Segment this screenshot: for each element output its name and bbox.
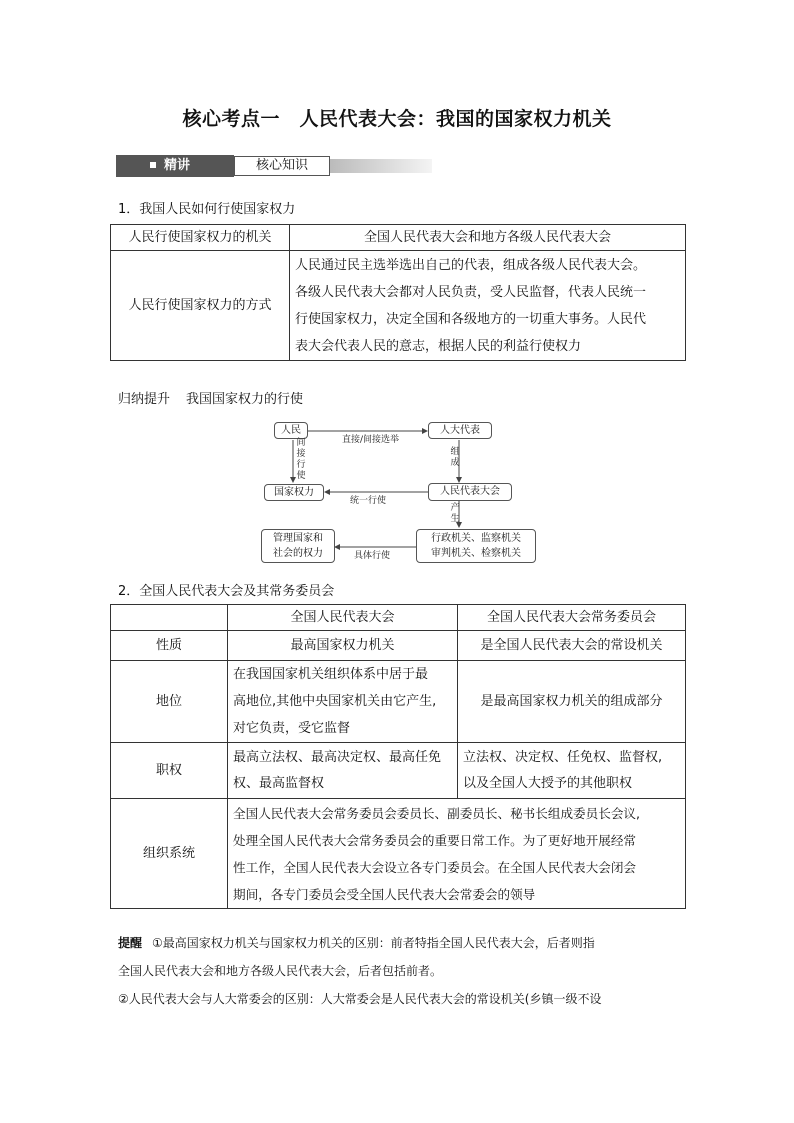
edge-char: 产	[450, 503, 460, 513]
banner-main	[116, 155, 234, 177]
header-npcsc: 全国人民代表大会常务委员会	[458, 605, 686, 631]
page-title: 核心考点一 人民代表大会：我国的国家权力机关	[182, 108, 612, 130]
section2-heading: 2．全国人民代表大会及其常务委员会	[118, 584, 335, 599]
edge-char: 行	[296, 460, 306, 470]
node-power: 国家权力	[264, 484, 324, 501]
text-line: 最高立法权、最高决定权、最高任免	[233, 749, 442, 765]
text-line: 表大会代表人民的意志，根据人民的利益行使权力	[295, 338, 582, 354]
square-bullet-icon	[150, 162, 156, 168]
edge-char: 接	[296, 449, 306, 459]
text-line: 对它负责，受它监督	[233, 721, 351, 736]
text-line: 期间，各专门委员会受全国人民代表大会常委会的领导	[233, 886, 536, 902]
section-banner	[116, 155, 432, 177]
text-line: 以及全国人大授予的其他职权	[463, 775, 633, 791]
text-line: 性工作，全国人民代表大会设立各专门委员会。在全国人民代表大会闭会	[233, 859, 636, 875]
reminder-line-1	[118, 929, 678, 957]
cell-npcsc: 是全国人民代表大会的常设机关	[458, 631, 686, 661]
banner-main-label: 精讲	[164, 158, 191, 173]
banner-fade	[330, 159, 432, 173]
section1-table	[110, 224, 686, 361]
node-manage-line: 社会的权力	[273, 548, 323, 559]
node-organs	[416, 529, 536, 563]
node-manage	[261, 529, 335, 563]
reminder-text: ①最高国家权力机关与国家权力机关的区别：前者特指全国人民代表大会，后者则指	[152, 936, 595, 950]
edge-label-indirect	[296, 438, 306, 482]
cell-npcsc: 是最高国家权力机关的组成部分	[458, 661, 686, 743]
row-label: 地位	[111, 661, 228, 743]
edge-label-specific: 具体行使	[354, 551, 391, 561]
edge-label-elect: 直接/间接选举	[342, 435, 400, 445]
edge-char: 间	[296, 438, 306, 448]
header-empty	[111, 605, 228, 631]
node-organs-line: 审判机关、检察机关	[431, 548, 521, 559]
edge-char: 成	[450, 458, 460, 468]
node-people: 人民	[274, 422, 308, 439]
row-value: 全国人民代表大会和地方各级人民代表大会	[290, 225, 686, 251]
edge-char: 生	[450, 514, 460, 524]
summary-text: 我国国家权力的行使	[186, 392, 304, 407]
edge-char: 使	[296, 471, 306, 481]
reminder-line-2: 全国人民代表大会和地方各级人民代表大会，后者包括前者。	[118, 964, 443, 978]
row-label: 组织系统	[111, 799, 228, 909]
text-line: 在我国国家机关组织体系中居于最	[233, 667, 429, 682]
edge-char: 组	[450, 447, 460, 457]
edge-label-unified: 统一行使	[350, 496, 387, 506]
row-label: 职权	[111, 743, 228, 799]
banner-tab: 核心知识	[234, 156, 330, 176]
cell-merged	[228, 799, 686, 909]
summary-label: 归纳提升	[118, 392, 171, 407]
row-label: 人民行使国家权力的方式	[111, 251, 290, 361]
text-line: 权、最高监督权	[233, 775, 325, 791]
header-npc: 全国人民代表大会	[228, 605, 458, 631]
text-line: 人民通过民主选举选出自己的代表，组成各级人民代表大会。	[295, 257, 647, 273]
row-label: 人民行使国家权力的机关	[111, 225, 290, 251]
node-deputies: 人大代表	[428, 422, 492, 439]
node-congress: 人民代表大会	[428, 483, 512, 501]
text-line: 立法权、决定权、任免权、监督权,	[463, 749, 663, 765]
text-line: 各级人民代表大会都对人民负责，受人民监督，代表人民统一	[295, 284, 647, 300]
cell-npc: 最高国家权力机关	[228, 631, 458, 661]
edge-label-produce	[450, 503, 460, 525]
node-manage-line: 管理国家和	[273, 533, 323, 544]
text-line: 处理全国人民代表大会常务委员会的重要日常工作。为了更好地开展经常	[233, 832, 636, 848]
node-organs-line: 行政机关、监察机关	[431, 533, 521, 544]
text-line: 高地位,其他中央国家机关由它产生,	[233, 694, 437, 709]
edge-label-form	[450, 447, 460, 469]
cell-npc	[228, 743, 458, 799]
reminder-line-3: ②人民代表大会与人大常委会的区别：人大常委会是人民代表大会的常设机关(乡镇一级不设	[118, 992, 602, 1006]
cell-npc	[228, 661, 458, 743]
power-diagram	[258, 419, 540, 567]
section2-table	[110, 604, 686, 909]
row-value	[290, 251, 686, 361]
section1-heading: 1．我国人民如何行使国家权力	[118, 202, 296, 217]
row-label: 性质	[111, 631, 228, 661]
text-line: 行使国家权力，决定全国和各级地方的一切重大事务。人民代	[295, 311, 647, 327]
summary-heading	[118, 388, 303, 407]
reminder-label: 提醒	[118, 936, 143, 950]
cell-npcsc	[458, 743, 686, 799]
text-line: 全国人民代表大会常务委员会委员长、副委员长、秘书长组成委员长会议,	[233, 805, 641, 821]
